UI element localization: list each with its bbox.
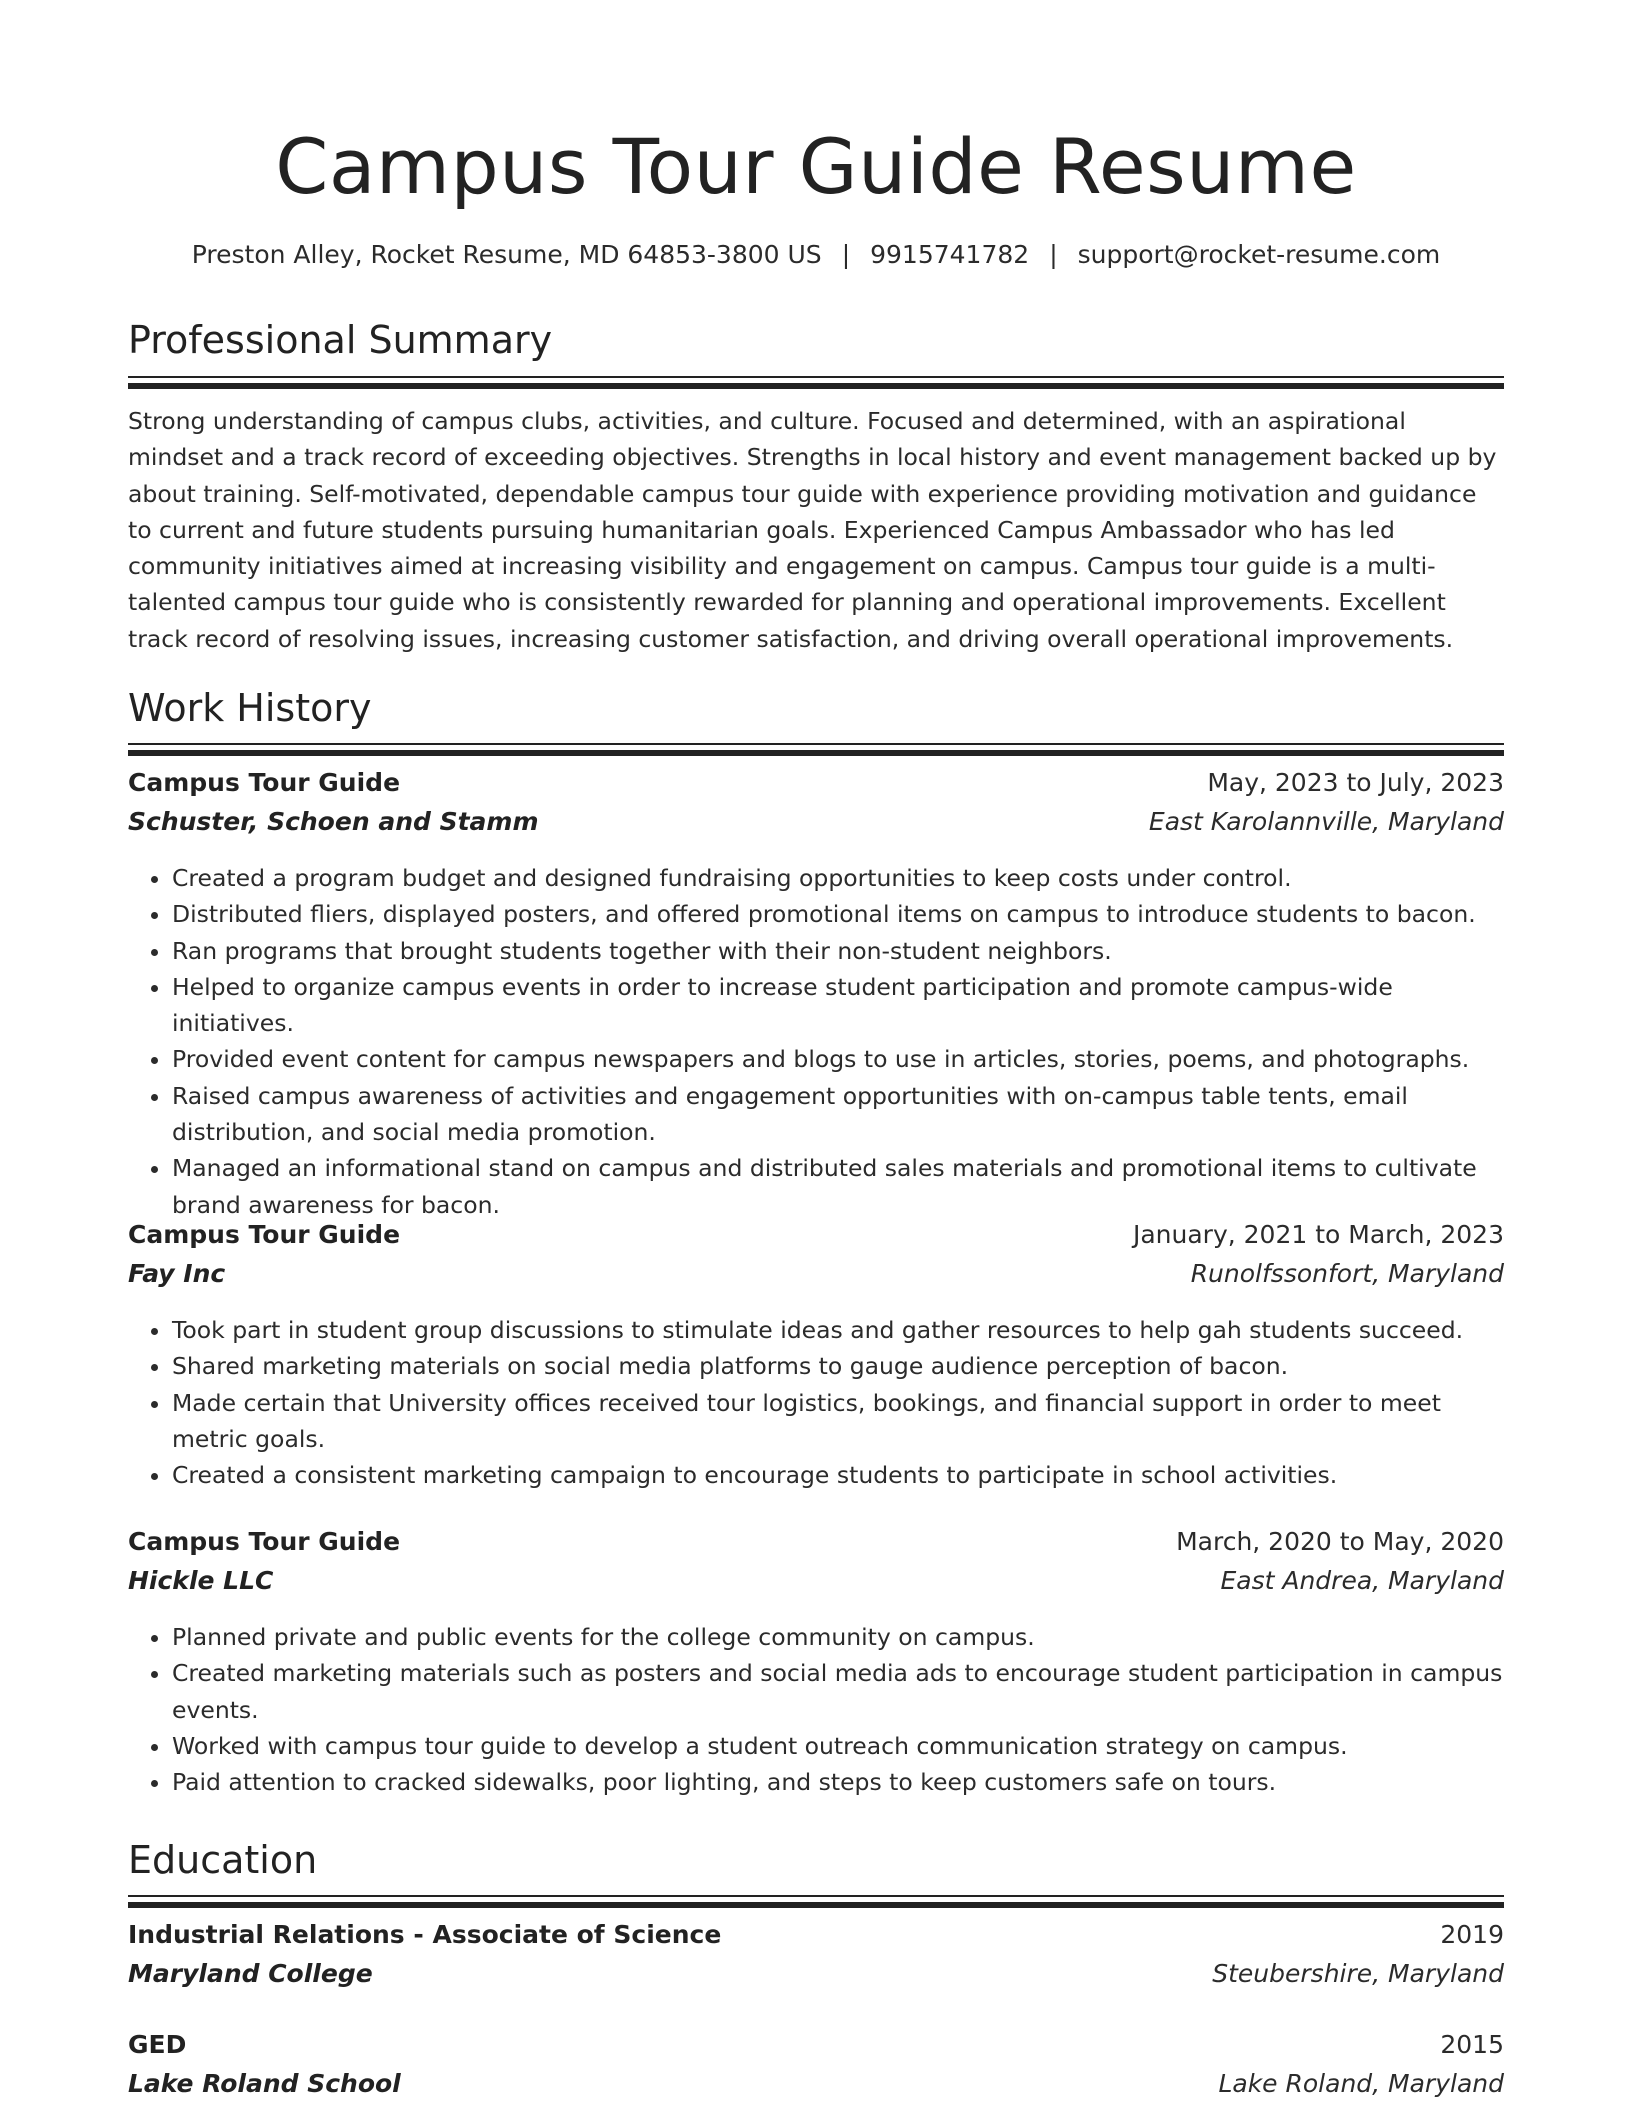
- job-bullets: [128, 860, 1504, 1223]
- education-entry: [128, 2030, 1504, 2108]
- bullet-item: • Took part in student group discussions to stimulate ideas and gather resources to help gah students succeed.: [172, 1312, 1504, 1348]
- degree: Industrial Relations - Associate of Science: [128, 1920, 722, 1949]
- education-year: 2015: [1440, 2030, 1504, 2059]
- job-location: East Andrea, Maryland: [1220, 1566, 1504, 1595]
- school-location: Lake Roland, Maryland: [1218, 2069, 1504, 2098]
- section-title-summary: Professional Summary: [128, 318, 553, 362]
- job-title: Campus Tour Guide: [128, 768, 401, 797]
- education-entry: [128, 1920, 1504, 1998]
- resume-title: Campus Tour Guide Resume: [275, 122, 1357, 211]
- education-year: 2019: [1440, 1920, 1504, 1949]
- separator: |: [1049, 240, 1058, 269]
- bullet-item: • Paid attention to cracked sidewalks, poor lighting, and steps to keep customers safe on tours.: [172, 1764, 1504, 1800]
- job-title: Campus Tour Guide: [128, 1220, 401, 1249]
- contact-line: [128, 240, 1504, 269]
- job-location: Runolfssonfort, Maryland: [1190, 1259, 1504, 1288]
- email-link[interactable]: support@rocket-resume.com: [1077, 240, 1441, 269]
- job-company: Hickle LLC: [128, 1566, 274, 1595]
- job-entry: [128, 1220, 1504, 1493]
- school: Lake Roland School: [128, 2069, 401, 2098]
- section-divider: [128, 743, 1504, 756]
- job-dates: March, 2020 to May, 2020: [1176, 1527, 1504, 1556]
- separator: |: [841, 240, 851, 269]
- bullet-item: • Managed an informational stand on campus and distributed sales materials and promotional items to cultivate brand awareness for bacon.: [172, 1150, 1504, 1223]
- job-bullets: [128, 1312, 1504, 1493]
- bullet-item: • Shared marketing materials on social media platforms to gauge audience perception of bacon.: [172, 1348, 1504, 1384]
- bullet-item: • Provided event content for campus newspapers and blogs to use in articles, stories, poems, and photographs.: [172, 1041, 1504, 1077]
- bullet-item: • Created marketing materials such as posters and social media ads to encourage student participation in campus events.: [172, 1655, 1504, 1728]
- job-company: Schuster, Schoen and Stamm: [128, 807, 539, 836]
- bullet-item: • Worked with campus tour guide to develop a student outreach communication strategy on campus.: [172, 1728, 1504, 1764]
- bullet-item: • Planned private and public events for the college community on campus.: [172, 1619, 1504, 1655]
- phone: 9915741782: [870, 240, 1030, 269]
- section-divider: [128, 376, 1504, 389]
- bullet-item: • Created a program budget and designed fundraising opportunities to keep costs under control.: [172, 860, 1504, 896]
- school: Maryland College: [128, 1959, 373, 1988]
- bullet-item: • Helped to organize campus events in order to increase student participation and promote campus-wide initiatives.: [172, 969, 1504, 1042]
- school-location: Steubershire, Maryland: [1212, 1959, 1504, 1988]
- bullet-item: • Made certain that University offices received tour logistics, bookings, and financial support in order to meet metric goals.: [172, 1385, 1504, 1458]
- job-entry: [128, 1527, 1504, 1800]
- job-entry: [128, 768, 1504, 1223]
- bullet-item: • Raised campus awareness of activities and engagement opportunities with on-campus table tents, email distribution, and social media promotion.: [172, 1078, 1504, 1151]
- job-dates: January, 2021 to March, 2023: [1132, 1220, 1504, 1249]
- bullet-item: • Distributed fliers, displayed posters, and offered promotional items on campus to introduce students to bacon.: [172, 896, 1504, 932]
- section-title-education: Education: [128, 1838, 318, 1882]
- job-dates: May, 2023 to July, 2023: [1207, 768, 1504, 797]
- section-title-work: Work History: [128, 686, 372, 730]
- summary-text: Strong understanding of campus clubs, activities, and culture. Focused and determined, with an aspirational mindset and a track record of exceeding objectives. Strengths in local history and event management backed up by about training. Self-motivated, dependable campus tour guide with experience providing motivation and guidance to current and future students pursuing humanitarian goals. Experienced Campus Ambassador who has led community initiatives aimed at increasing visibility and engagement on campus. Campus tour guide is a multi-talented campus tour guide who is consistently rewarded for planning and operational improvements. Excellent track record of resolving issues, increasing customer satisfaction, and driving overall operational improvements.: [128, 407, 1497, 653]
- job-location: East Karolannville, Maryland: [1148, 807, 1504, 836]
- degree: GED: [128, 2030, 187, 2059]
- job-title: Campus Tour Guide: [128, 1527, 401, 1556]
- section-divider: [128, 1895, 1504, 1908]
- bullet-item: • Ran programs that brought students together with their non-student neighbors.: [172, 933, 1504, 969]
- bullet-item: • Created a consistent marketing campaign to encourage students to participate in school activities.: [172, 1457, 1504, 1493]
- job-company: Fay Inc: [128, 1259, 226, 1288]
- job-bullets: [128, 1619, 1504, 1800]
- address: Preston Alley, Rocket Resume, MD 64853-3800 US: [191, 240, 822, 269]
